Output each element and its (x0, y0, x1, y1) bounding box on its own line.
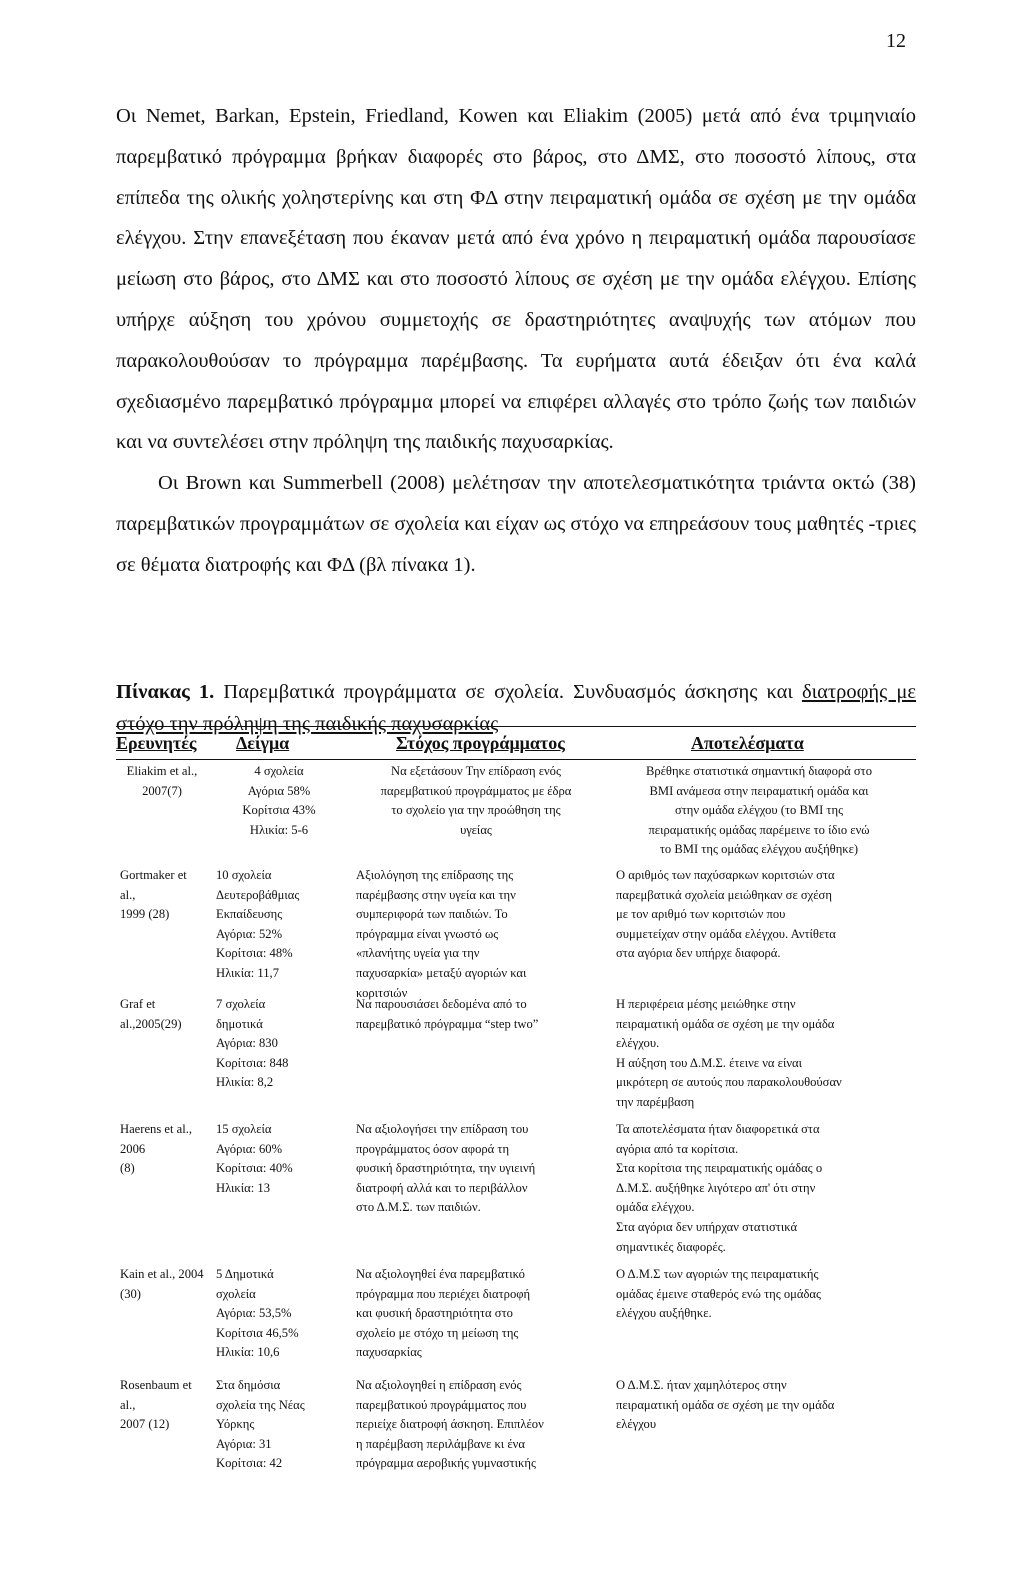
cell-results-line: ομάδας έμεινε σταθερός ενώ της ομάδας (616, 1286, 822, 1301)
cell-results (616, 1376, 916, 1435)
cell-sample-line: Αγόρια: 60% (216, 1141, 283, 1156)
cell-results (616, 995, 916, 1113)
cell-sample-line: δημοτικά (216, 1016, 263, 1031)
header-researchers: Ερευνητές (116, 733, 197, 753)
cell-results-line: σημαντικές διαφορές. (616, 1239, 726, 1254)
cell-researchers (120, 1265, 206, 1304)
cell-results-line: Δ.Μ.Σ. αυξήθηκε λιγότερο απ' ότι στην (616, 1180, 816, 1195)
cell-researchers (120, 1376, 206, 1435)
body-text (116, 96, 916, 586)
cell-goal-line: Να αξιολογήσει την επίδραση του (356, 1122, 529, 1136)
cell-results-line: πειραματικής ομάδας παρέμεινε το ίδιο ενώ (648, 822, 870, 837)
table-caption-subject: διατροφής με στόχο την πρόληψη της παιδικής παχυσαρκίας (116, 681, 916, 735)
cell-researchers-line: Kain et al., 2004 (120, 1267, 204, 1281)
cell-sample-line: Κορίτσια 43% (242, 803, 316, 818)
cell-results-line: Στα κορίτσια της πειραματικής ομάδας ο (616, 1161, 823, 1176)
cell-sample-line: 7 σχολεία (216, 997, 266, 1011)
cell-sample-line: σχολεία της Νέας (216, 1397, 305, 1412)
cell-goal-line: παρέμβασης στην υγεία και την (356, 887, 516, 902)
cell-results-line: ελέγχου αυξήθηκε. (616, 1306, 712, 1321)
cell-results-line: παρεμβατικά σχολεία μειώθηκαν σε σχέση (616, 887, 832, 902)
cell-researchers (120, 866, 206, 925)
cell-goal-line: πρόγραμμα είναι γνωστό ως (356, 926, 499, 941)
cell-sample-line: 5 Δημοτικά (216, 1267, 274, 1281)
cell-researchers-line: 1999 (28) (120, 907, 170, 922)
cell-results-line: ελέγχου (616, 1417, 657, 1432)
cell-goal (356, 1120, 606, 1218)
cell-goal-line: προγράμματος όσον αφορά τη (356, 1141, 510, 1156)
cell-researchers (116, 762, 208, 801)
cell-sample-line: 4 σχολεία (254, 764, 304, 778)
cell-goal-line: παρεμβατικό πρόγραμμα “step two” (356, 1016, 539, 1031)
cell-goal (356, 866, 606, 1003)
cell-results-line: την παρέμβαση (616, 1094, 695, 1109)
cell-researchers-line: 2007 (12) (120, 1417, 170, 1432)
cell-goal-line: συμπεριφορά των παιδιών. Το (356, 907, 508, 922)
cell-goal-line: παχυσαρκίας (356, 1345, 422, 1360)
cell-sample-line: σχολεία (216, 1286, 256, 1301)
cell-researchers-line: Rosenbaum et (120, 1378, 192, 1392)
cell-results-line: συμμετείχαν στην ομάδα ελέγχου. Αντίθετα (616, 926, 836, 941)
cell-sample-line: Αγόρια: 53,5% (216, 1306, 292, 1321)
cell-sample (216, 866, 346, 984)
cell-sample-line: 15 σχολεία (216, 1122, 272, 1136)
header-results: Αποτελέσματα (691, 733, 804, 753)
cell-researchers-line: Eliakim et al., (126, 764, 198, 778)
table-header (116, 733, 916, 759)
cell-sample-line: Εκπαίδευσης (216, 907, 283, 922)
cell-researchers-line: al., (120, 1397, 136, 1412)
cell-results-line: Στα αγόρια δεν υπήρχαν στατιστικά (616, 1219, 798, 1234)
cell-results (616, 866, 916, 964)
cell-sample-line: Αγόρια: 830 (216, 1036, 278, 1051)
cell-sample-line: Αγόρια 58% (247, 783, 311, 798)
cell-results-line: πειραματική ομάδα σε σχέση με την ομάδα (616, 1397, 835, 1412)
cell-results-line: στην ομάδα ελέγχου (το BMI της (674, 803, 844, 818)
cell-results-line: στα αγόρια δεν υπήρχε διαφορά. (616, 946, 781, 961)
cell-goal-line: παρεμβατικού προγράμματος με έδρα (380, 783, 572, 798)
cell-sample-line: Αγόρια: 31 (216, 1436, 272, 1451)
cell-goal-line: στο Δ.Μ.Σ. των παιδιών. (356, 1200, 481, 1215)
cell-goal-line: Να εξετάσουν Την επίδραση ενός (391, 764, 561, 778)
cell-sample-line: Κορίτσια: 40% (216, 1161, 293, 1176)
cell-sample (208, 762, 350, 840)
table-top-rule (116, 726, 916, 727)
cell-sample-line: Στα δημόσια (216, 1378, 281, 1392)
cell-sample-line: Κορίτσια: 848 (216, 1055, 289, 1070)
cell-results-line: το BMI της ομάδας ελέγχου αυξήθηκε) (659, 842, 859, 857)
cell-results-line: ελέγχου. (616, 1036, 660, 1051)
paragraph-2: Οι Brown και Summerbell (2008) μελέτησαν την αποτελεσματικότητα τριάντα οκτώ (38) παρεμβατικών προγραμμάτων σε σχολεία και είχαν ως στόχο να επηρεάσουν τους μαθητές -τριες σε θέματα διατροφής και ΦΔ (βλ πίνακα 1). (116, 472, 917, 576)
cell-goal (356, 1376, 606, 1474)
cell-sample-line: Αγόρια: 52% (216, 926, 283, 941)
cell-sample-line: Υόρκης (216, 1417, 255, 1432)
cell-results-line: ομάδα ελέγχου. (616, 1200, 695, 1215)
cell-sample-line: Κορίτσια 46,5% (216, 1325, 299, 1340)
cell-researchers-line: Haerens et al., (120, 1122, 193, 1136)
cell-results (616, 1265, 916, 1324)
cell-results-line: Η περιφέρεια μέσης μειώθηκε στην (616, 997, 796, 1011)
cell-sample-line: 10 σχολεία (216, 868, 272, 882)
cell-results-line: BMI ανάμεσα στην πειραματική ομάδα και (649, 783, 869, 798)
cell-sample (216, 1120, 346, 1198)
cell-goal-line: Να παρουσιάσει δεδομένα από το (356, 997, 527, 1011)
cell-goal-line: Αξιολόγηση της επίδρασης της (356, 868, 514, 882)
cell-sample-line: Ηλικία: 5-6 (249, 822, 309, 837)
cell-researchers-line: (30) (120, 1286, 141, 1301)
cell-results-line: Τα αποτελέσματα ήταν διαφορετικά στα (616, 1122, 820, 1136)
cell-goal-line: πρόγραμμα αεροβικής γυμναστικής (356, 1456, 536, 1471)
cell-researchers-line: al., (120, 887, 136, 902)
cell-goal (356, 1265, 606, 1363)
cell-goal-line: «πλανήτης υγεία για την (356, 946, 480, 961)
cell-sample (216, 1265, 346, 1363)
cell-researchers (120, 1120, 206, 1179)
cell-results-line: Η αύξηση του Δ.Μ.Σ. έτεινε να είναι (616, 1055, 803, 1070)
cell-sample-line: Ηλικία: 10,6 (216, 1345, 280, 1360)
cell-results-line: αγόρια από τα κορίτσια. (616, 1141, 739, 1156)
cell-researchers-line: 2006 (120, 1141, 146, 1156)
cell-sample-line: Ηλικία: 13 (216, 1180, 271, 1195)
cell-sample-line: Ηλικία: 8,2 (216, 1075, 274, 1090)
cell-researchers (120, 995, 206, 1034)
table-caption-label: Πίνακας 1. (116, 681, 215, 703)
cell-goal-line: Να αξιολογηθεί η επίδραση ενός (356, 1378, 522, 1392)
cell-sample (216, 995, 346, 1093)
header-sample: Δείγμα (236, 733, 290, 753)
table-caption-title: Παρεμβατικά προγράμματα σε σχολεία. Συνδυασμός άσκησης και (214, 681, 802, 703)
cell-goal-line: παχυσαρκία» μεταξύ αγοριών και (356, 965, 527, 980)
cell-sample (216, 1376, 346, 1474)
cell-goal-line: σχολείο με στόχο τη μείωση της (356, 1325, 519, 1340)
cell-researchers-line: (8) (120, 1161, 135, 1176)
cell-sample-line: Κορίτσια: 48% (216, 946, 293, 961)
cell-goal-line: Να αξιολογηθεί ένα παρεμβατικό (356, 1267, 525, 1281)
cell-results (602, 762, 916, 860)
header-goal: Στόχος προγράμματος (396, 733, 565, 753)
cell-goal-line: κοριτσιών (356, 985, 408, 1000)
table-header-rule (116, 759, 916, 760)
cell-goal-line: περιείχε διατροφή άσκηση. Επιπλέον (356, 1417, 544, 1432)
cell-researchers-line: al.,2005(29) (120, 1016, 182, 1031)
cell-researchers-line: Gortmaker et (120, 868, 187, 882)
cell-goal-line: διατροφή αλλά και το περιβάλλον (356, 1180, 528, 1195)
cell-results-line: Ο αριθμός των παχύσαρκων κοριτσιών στα (616, 868, 835, 882)
cell-sample-line: Ηλικία: 11,7 (216, 965, 279, 980)
cell-results-line: Ο Δ.Μ.Σ των αγοριών της πειραματικής (616, 1267, 819, 1281)
cell-goal (336, 762, 616, 840)
page-number: 12 (886, 30, 906, 52)
cell-goal-line: παρεμβατικού προγράμματος που (356, 1397, 527, 1412)
cell-results-line: Βρέθηκε στατιστικά σημαντική διαφορά στο (645, 764, 873, 778)
table-caption (116, 676, 916, 740)
cell-goal-line: και φυσική δραστηριότητα στο (356, 1306, 513, 1321)
cell-goal (356, 995, 606, 1034)
cell-results-line: με τον αριθμό των κοριτσιών που (616, 907, 786, 922)
cell-researchers-line: Graf et (120, 997, 156, 1011)
cell-goal-line: το σχολείο για την προώθηση της (391, 803, 561, 818)
cell-results (616, 1120, 916, 1257)
paragraph-1: Οι Nemet, Barkan, Epstein, Friedland, Kowen και Eliakim (2005) μετά από ένα τριμηνιαίο παρεμβατικό πρόγραμμα βρήκαν διαφορές στο βάρος, στο ΔΜΣ, στο ποσοστό λίπους, στα επίπεδα της ολικής χοληστερίνης και στη ΦΔ στην πειραματική ομάδα σε σχέση με την ομάδα ελέγχου. Στην επανεξέταση που έκαναν μετά από ένα χρόνο η πειραματική ομάδα παρουσίασε μείωση στο βάρος, στο ΔΜΣ και στο ποσοστό λίπους σε σχέση με την ομάδα ελέγχου. Επίσης υπήρχε αύξηση του χρόνου συμμετοχής σε δραστηριότητες αναψυχής των ατόμων που παρακολουθούσαν το πρόγραμμα παρέμβασης. Τα ευρήματα αυτά έδειξαν ότι ένα καλά σχεδιασμένο παρεμβατικό πρόγραμμα μπορεί να επιφέρει αλλαγές στο τρόπο ζωής των παιδιών και να συντελέσει στην πρόληψη της παιδικής παχυσαρκίας. (116, 105, 916, 454)
cell-goal-line: υγείας (460, 822, 492, 837)
cell-sample-line: Δευτεροβάθμιας (216, 887, 300, 902)
cell-goal-line: η παρέμβαση περιλάμβανε κι ένα (356, 1436, 525, 1451)
cell-researchers-line: 2007(7) (142, 783, 182, 798)
cell-sample-line: Κορίτσια: 42 (216, 1456, 283, 1471)
cell-goal-line: πρόγραμμα που περιέχει διατροφή (356, 1286, 531, 1301)
cell-results-line: πειραματική ομάδα σε σχέση με την ομάδα (616, 1016, 835, 1031)
cell-results-line: μικρότερη σε αυτούς που παρακολουθούσαν (616, 1075, 842, 1090)
cell-goal-line: φυσική δραστηριότητα, την υγιεινή (356, 1161, 536, 1176)
cell-results-line: Ο Δ.Μ.Σ. ήταν χαμηλότερος στην (616, 1378, 787, 1392)
